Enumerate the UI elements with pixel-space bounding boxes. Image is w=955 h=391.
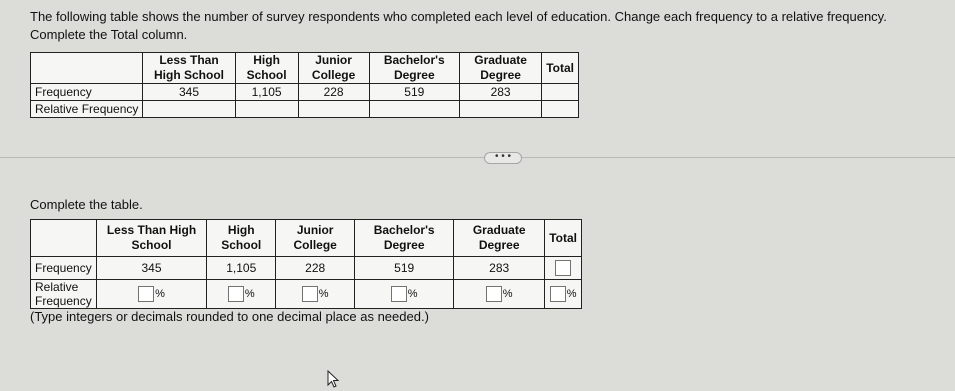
frequency-high-school: 1,105: [235, 84, 298, 101]
relative-frequency-input-cell: [276, 280, 355, 309]
mouse-pointer-icon: [327, 370, 341, 388]
answer-header-row: [31, 220, 582, 257]
total-frequency-cell: [545, 257, 582, 280]
answer-header-total: Total: [545, 220, 582, 257]
header-bachelors-degree: Bachelor's Degree: [369, 53, 459, 84]
question-prompt: The following table shows the number of survey respondents who completed each level of education. Change each frequency to a relative frequency. Complete the Total column.: [30, 9, 887, 42]
answer-relative-frequency-label: Relative Frequency: [31, 280, 97, 309]
frequency-label: Frequency: [31, 84, 143, 101]
answer-header-junior-college: Junior College: [276, 220, 355, 257]
relative-frequency-cell: [369, 101, 459, 118]
answer-table: [30, 219, 582, 309]
percent-symbol: %: [566, 288, 577, 300]
answer-header-bachelors-degree: Bachelor's Degree: [355, 220, 454, 257]
answer-frequency-row: [31, 257, 582, 280]
frequency-table: [30, 52, 579, 118]
relative-frequency-label: Relative Frequency: [31, 101, 143, 118]
expand-button[interactable]: • • •: [484, 152, 522, 164]
answer-header-spacer: [31, 220, 97, 257]
answer-frequency-high-school: 1,105: [207, 257, 276, 280]
section-divider: [0, 157, 955, 158]
header-junior-college: Junior College: [298, 53, 369, 84]
answer-header-graduate-degree: Graduate Degree: [454, 220, 545, 257]
frequency-total-cell: [542, 84, 579, 101]
frequency-junior-college: 228: [298, 84, 369, 101]
frequency-graduate-degree: 283: [459, 84, 541, 101]
header-less-than-high-school: Less Than High School: [143, 53, 235, 84]
answer-header-high-school: High School: [207, 220, 276, 257]
relative-frequency-input-junior-college[interactable]: [302, 286, 318, 302]
relative-frequency-input-less-than-high-school[interactable]: [138, 286, 154, 302]
header-total: Total: [542, 53, 579, 84]
frequency-bachelors-degree: 519: [369, 84, 459, 101]
relative-frequency-input-cell: [454, 280, 545, 309]
answer-header-less-than-high-school: Less Than High School: [96, 220, 207, 257]
answer-frequency-bachelors-degree: 519: [355, 257, 454, 280]
relative-frequency-cell: [298, 101, 369, 118]
relative-frequency-cell: [459, 101, 541, 118]
percent-symbol: %: [502, 288, 513, 300]
relative-frequency-row: [31, 101, 579, 118]
percent-symbol: %: [318, 288, 329, 300]
relative-frequency-cell: [235, 101, 298, 118]
table-header-row: [31, 53, 579, 84]
header-high-school: High School: [235, 53, 298, 84]
answer-frequency-label: Frequency: [31, 257, 97, 280]
relative-frequency-input-cell: [207, 280, 276, 309]
relative-frequency-cell: [143, 101, 235, 118]
relative-frequency-input-cell: [96, 280, 207, 309]
relative-frequency-cell: [542, 101, 579, 118]
frequency-less-than-high-school: 345: [143, 84, 235, 101]
frequency-row: [31, 84, 579, 101]
answer-frequency-less-than-high-school: 345: [96, 257, 207, 280]
relative-frequency-input-cell: [545, 280, 582, 309]
relative-frequency-input-high-school[interactable]: [228, 286, 244, 302]
answer-relative-frequency-row: [31, 280, 582, 309]
header-graduate-degree: Graduate Degree: [459, 53, 541, 84]
answer-heading: Complete the table.: [30, 197, 143, 212]
percent-symbol: %: [155, 288, 165, 300]
total-frequency-input[interactable]: [555, 260, 571, 276]
relative-frequency-input-bachelors-degree[interactable]: [391, 286, 407, 302]
relative-frequency-input-graduate-degree[interactable]: [486, 286, 502, 302]
percent-symbol: %: [407, 288, 418, 300]
relative-frequency-input-total[interactable]: [550, 286, 566, 302]
answer-frequency-junior-college: 228: [276, 257, 355, 280]
percent-symbol: %: [244, 288, 255, 300]
answer-frequency-graduate-degree: 283: [454, 257, 545, 280]
relative-frequency-input-cell: [355, 280, 454, 309]
answer-note: (Type integers or decimals rounded to one decimal place as needed.): [30, 309, 429, 324]
header-spacer: [31, 53, 143, 84]
